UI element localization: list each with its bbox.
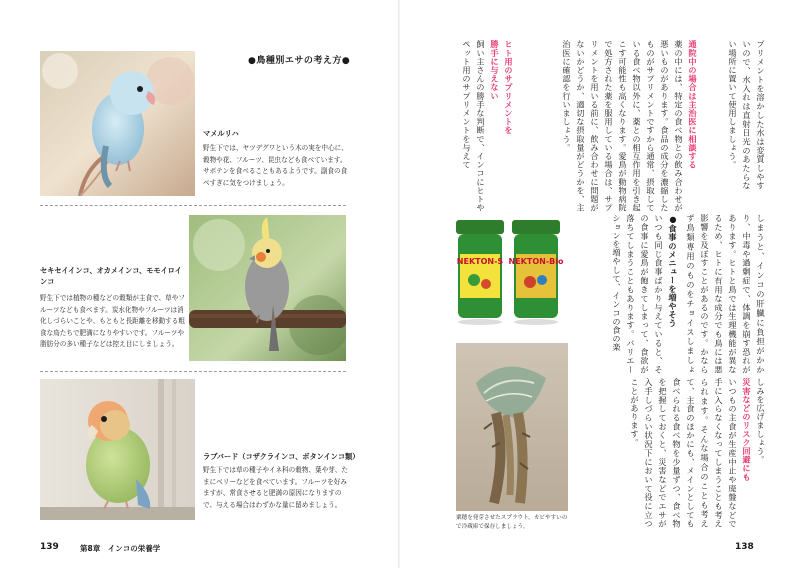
subheading-consult-vet: 通院中の場合は主治医に相談する: [688, 40, 698, 169]
paragraph: いつも同じ食事ばかり与えていると、その食事に愛鳥が飽きてしまって、食欲が落ちてしまうこともあります。バリエーションを増やして、インコの食の楽: [612, 214, 664, 374]
subheading-human-supplements: ヒト用のサプリメントを: [504, 40, 514, 135]
text-block-middle-left: [596, 214, 680, 374]
bird-name-1: マメルリハ: [203, 129, 239, 138]
paragraph: いつもの主食が生産中止や廃盤などで手に入らなくなってしまうことも考えられます。そんな場合のことも考えて、主食のほかにも、メインとしても食べられる食べ物を少量ずつ、食べ物を把握しておくと、災害などでエサが入手しづらい状況下において役に立つことがあります。: [630, 378, 738, 528]
subheading-risk: 災害などのリスク回避にも: [742, 378, 752, 482]
chapter-title: 第8章 インコの栄養学: [80, 544, 161, 553]
text-block-middle-right: [682, 214, 768, 374]
paragraph: 薬の中には、特定の食べ物との飲み合わせが悪いものがあります。食品の成分を濃縮したものがサプリメントですから通常、摂取している食べ物以外に、薬との相互作用を引き起こす可能性も高くなります。愛鳥が動物病院で処方された薬を服用している場合は、サプリメントを用いる前に、飲み合わせに問題がないかどうか、適切な摂取量がどうかを、主治医に確認を行いましょう。: [562, 40, 684, 212]
subheading-menu: ●食事のメニューを増やそう: [668, 214, 678, 328]
divider: [40, 371, 346, 372]
supplement-bottles-photo: [452, 214, 564, 330]
paragraph: しまうと、インコの肝臓に負担がかかり、中毒や過剰症で、体調を崩す恐れがあります。ヒトと鳥では生理機能が異なるため、ヒトに有用な成分でも鳥には悪影響を及ぼすことがあるのです。かならず鳥類専用のものをチョイスしましょ: [686, 214, 766, 374]
bird-name-3: ラブバード（コザクラインコ、ボタンインコ類）: [203, 452, 360, 461]
label-nekton-bio: NEKTON-Bio: [508, 257, 564, 266]
text-block-top-left: [440, 40, 516, 212]
sprout-photo: [456, 343, 568, 511]
bird-desc-1: 野生下では、ヤツデグワという木の実を中心に、穀物や花、フルーツ、昆虫なども食べています。サボテンを食べることもあるようです。副食の食べすぎに気をつけましょう。: [203, 144, 348, 187]
text-block-top-right: [702, 40, 768, 190]
bird-desc-3: 野生下では草の種子やイネ科の穀物、葉や芽、たまにベリーなどを食べています。フルーツを好みますが、常食させると肥満の原因になりますので、与える場合はわずかな量に留めましょう。: [203, 466, 348, 509]
subheading-human-supplements-2: 勝手に与えない: [490, 40, 500, 101]
text-block-top-middle: [518, 40, 700, 212]
page-number-left: 139: [40, 542, 59, 552]
paragraph: 飼い主さんの勝手な判断で、インコにヒトやペット用のサプリメントを与えて: [462, 40, 486, 212]
divider: [40, 205, 346, 206]
label-nekton-s: NEKTON-S: [456, 257, 504, 266]
text-block-bottom: [572, 378, 768, 528]
bird-name-2: セキセイインコ、オカメインコ、モモイロインコ: [40, 266, 182, 286]
lovebird-photo: [40, 379, 195, 520]
right-page: [400, 0, 800, 568]
parrotlet-photo: [40, 51, 195, 196]
section-heading: ●鳥種別エサの考え方●: [248, 56, 351, 66]
paragraph: プリメントを溶かした水は変質しやすいので、水入れは直射日光のあたらない場所に置いて使用しましょう。: [728, 40, 766, 190]
bird-desc-2: 野生下では植物の種などの穀類が主食で、草やフルーツなども食べます。炭水化物やフルーツは消化しづらいことや、もともと長距離を移動する粗食な鳥たちで肥満になりやすいです。フルーツや脂肪分の多い種子などは控え目にしましょう。: [40, 294, 185, 348]
cockatiel-photo: [189, 215, 346, 361]
sprout-caption: 粟穂を発芽させたスプラウト。カビやすいので冷蔵庫で保存しましょう。: [456, 515, 568, 530]
paragraph: しみを広げましょう。: [756, 378, 766, 464]
page-number-right: 138: [735, 542, 754, 552]
